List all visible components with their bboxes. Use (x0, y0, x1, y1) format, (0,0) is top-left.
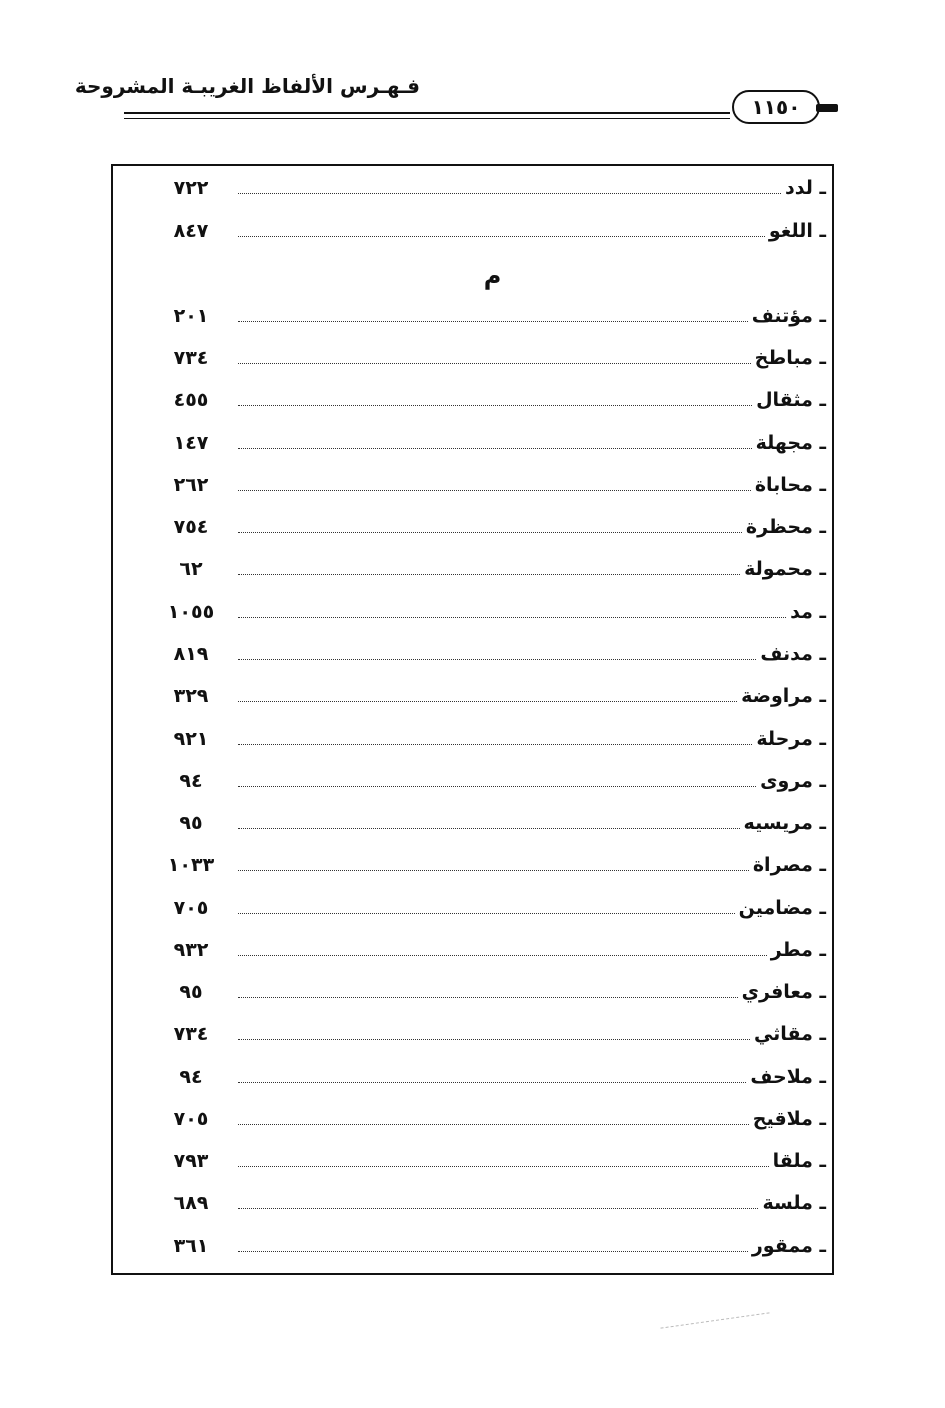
index-page-number: ٧٣٤ (173, 1023, 209, 1045)
index-term: ـ مد (790, 601, 826, 623)
index-term: ـ مقاثي (753, 1023, 826, 1045)
index-term: ـ مطر (770, 939, 826, 961)
index-term: ـ محاباة (754, 474, 826, 496)
index-page-number: ٤٥٥ (173, 389, 209, 411)
dot-leader (238, 955, 767, 956)
index-entry (113, 216, 832, 246)
header-ornament (816, 104, 838, 112)
dot-leader (238, 870, 749, 871)
index-entry (113, 512, 832, 542)
index-entry (113, 1062, 832, 1092)
dot-leader (238, 448, 752, 449)
dot-leader (238, 236, 765, 237)
index-entry (113, 1146, 832, 1176)
index-page-number: ٨٤٧ (173, 220, 209, 242)
running-header-title: فـهـرس الألفاظ الغريبـة المشروحة (74, 74, 420, 98)
index-page-number: ٢٦٢ (173, 474, 209, 496)
index-term: ـ ملاحف (750, 1066, 826, 1088)
index-term: ـ مدنف (760, 643, 826, 665)
index-term: ـ لدد (785, 177, 826, 199)
index-entry (113, 1231, 832, 1261)
dot-leader (238, 363, 751, 364)
index-page-number: ٢٠١ (173, 305, 209, 327)
index-page-number: ٩٤ (179, 770, 203, 792)
index-page-number: ٦٨٩ (173, 1192, 209, 1214)
index-page-number: ٣٢٩ (173, 685, 209, 707)
index-page-number: ٩٥ (179, 981, 203, 1003)
dot-leader (238, 786, 756, 787)
index-term: ـ ممقور (751, 1235, 826, 1257)
dot-leader (238, 490, 751, 491)
index-page-number: ٧٠٥ (173, 1108, 209, 1130)
index-entry (113, 470, 832, 500)
dot-leader (238, 659, 756, 660)
page-number-badge: ١١٥٠ (732, 90, 820, 124)
index-term: ـ ملاقيح (752, 1108, 826, 1130)
dot-leader (238, 913, 735, 914)
index-entry (113, 554, 832, 584)
dot-leader (238, 321, 748, 322)
index-page-number: ٧٩٣ (173, 1150, 209, 1172)
index-term: ـ ملسة (762, 1192, 826, 1214)
index-entry (113, 766, 832, 796)
index-term: ـ اللغو (768, 220, 826, 242)
index-term: ـ محظرة (745, 516, 826, 538)
index-entry (113, 681, 832, 711)
index-frame (111, 164, 834, 1275)
index-page-number: ٨١٩ (173, 643, 209, 665)
index-term: ـ مرحلة (756, 728, 826, 750)
index-entry (113, 724, 832, 754)
dot-leader (238, 574, 740, 575)
index-page-number: ٩٢١ (173, 728, 209, 750)
dot-leader (238, 744, 752, 745)
index-page-number: ٧٠٥ (173, 897, 209, 919)
dot-leader (238, 532, 742, 533)
index-entry (113, 1104, 832, 1134)
index-entry (113, 808, 832, 838)
index-term: ـ مجهلة (755, 432, 826, 454)
index-page-number: ٧٥٤ (173, 516, 209, 538)
scan-artifact (660, 1312, 769, 1328)
index-term: ـ ملقا (772, 1150, 826, 1172)
index-term: ـ معافري (741, 981, 826, 1003)
index-term: ـ مريسيه (743, 812, 826, 834)
index-page-number: ٩٤ (179, 1066, 203, 1088)
index-entry (113, 597, 832, 627)
index-entry (113, 1188, 832, 1218)
dot-leader (238, 701, 737, 702)
index-page-number: ٦٢ (179, 558, 203, 580)
index-entry (113, 893, 832, 923)
index-term: ـ مراوضة (741, 685, 826, 707)
index-entry (113, 977, 832, 1007)
index-page-number: ٧٢٢ (173, 177, 209, 199)
index-term: ـ مضامين (738, 897, 826, 919)
index-entry (113, 639, 832, 669)
index-page-number: ٩٣٢ (173, 939, 209, 961)
dot-leader (238, 1124, 749, 1125)
dot-leader (238, 1039, 750, 1040)
index-term: ـ مؤتنف (751, 305, 826, 327)
index-page-number: ٧٣٤ (173, 347, 209, 369)
index-term: ـ مثقال (756, 389, 826, 411)
index-term: ـ مصراة (752, 854, 826, 876)
index-page-number: ١٠٥٥ (167, 601, 215, 623)
index-page-number: ١٤٧ (173, 432, 209, 454)
header-rule-thin (124, 118, 730, 119)
dot-leader (238, 617, 786, 618)
dot-leader (238, 1166, 769, 1167)
dot-leader (238, 1251, 748, 1252)
index-entry (113, 935, 832, 965)
index-term: ـ محمولة (744, 558, 826, 580)
index-entry (113, 1019, 832, 1049)
index-page-number: ٩٥ (179, 812, 203, 834)
index-entry (113, 343, 832, 373)
index-entry (113, 385, 832, 415)
index-entry (113, 301, 832, 331)
dot-leader (238, 193, 781, 194)
section-letter-heading: م (483, 262, 502, 290)
index-page-number: ٣٦١ (173, 1235, 209, 1257)
index-page-number: ١٠٣٣ (167, 854, 215, 876)
dot-leader (238, 828, 740, 829)
dot-leader (238, 1208, 758, 1209)
index-entry (113, 428, 832, 458)
index-entry (113, 173, 832, 203)
dot-leader (238, 1082, 746, 1083)
index-term: ـ مباطخ (754, 347, 826, 369)
index-entry (113, 850, 832, 880)
dot-leader (238, 997, 738, 998)
index-term: ـ مروى (760, 770, 826, 792)
dot-leader (238, 405, 752, 406)
header-rule (124, 112, 730, 114)
